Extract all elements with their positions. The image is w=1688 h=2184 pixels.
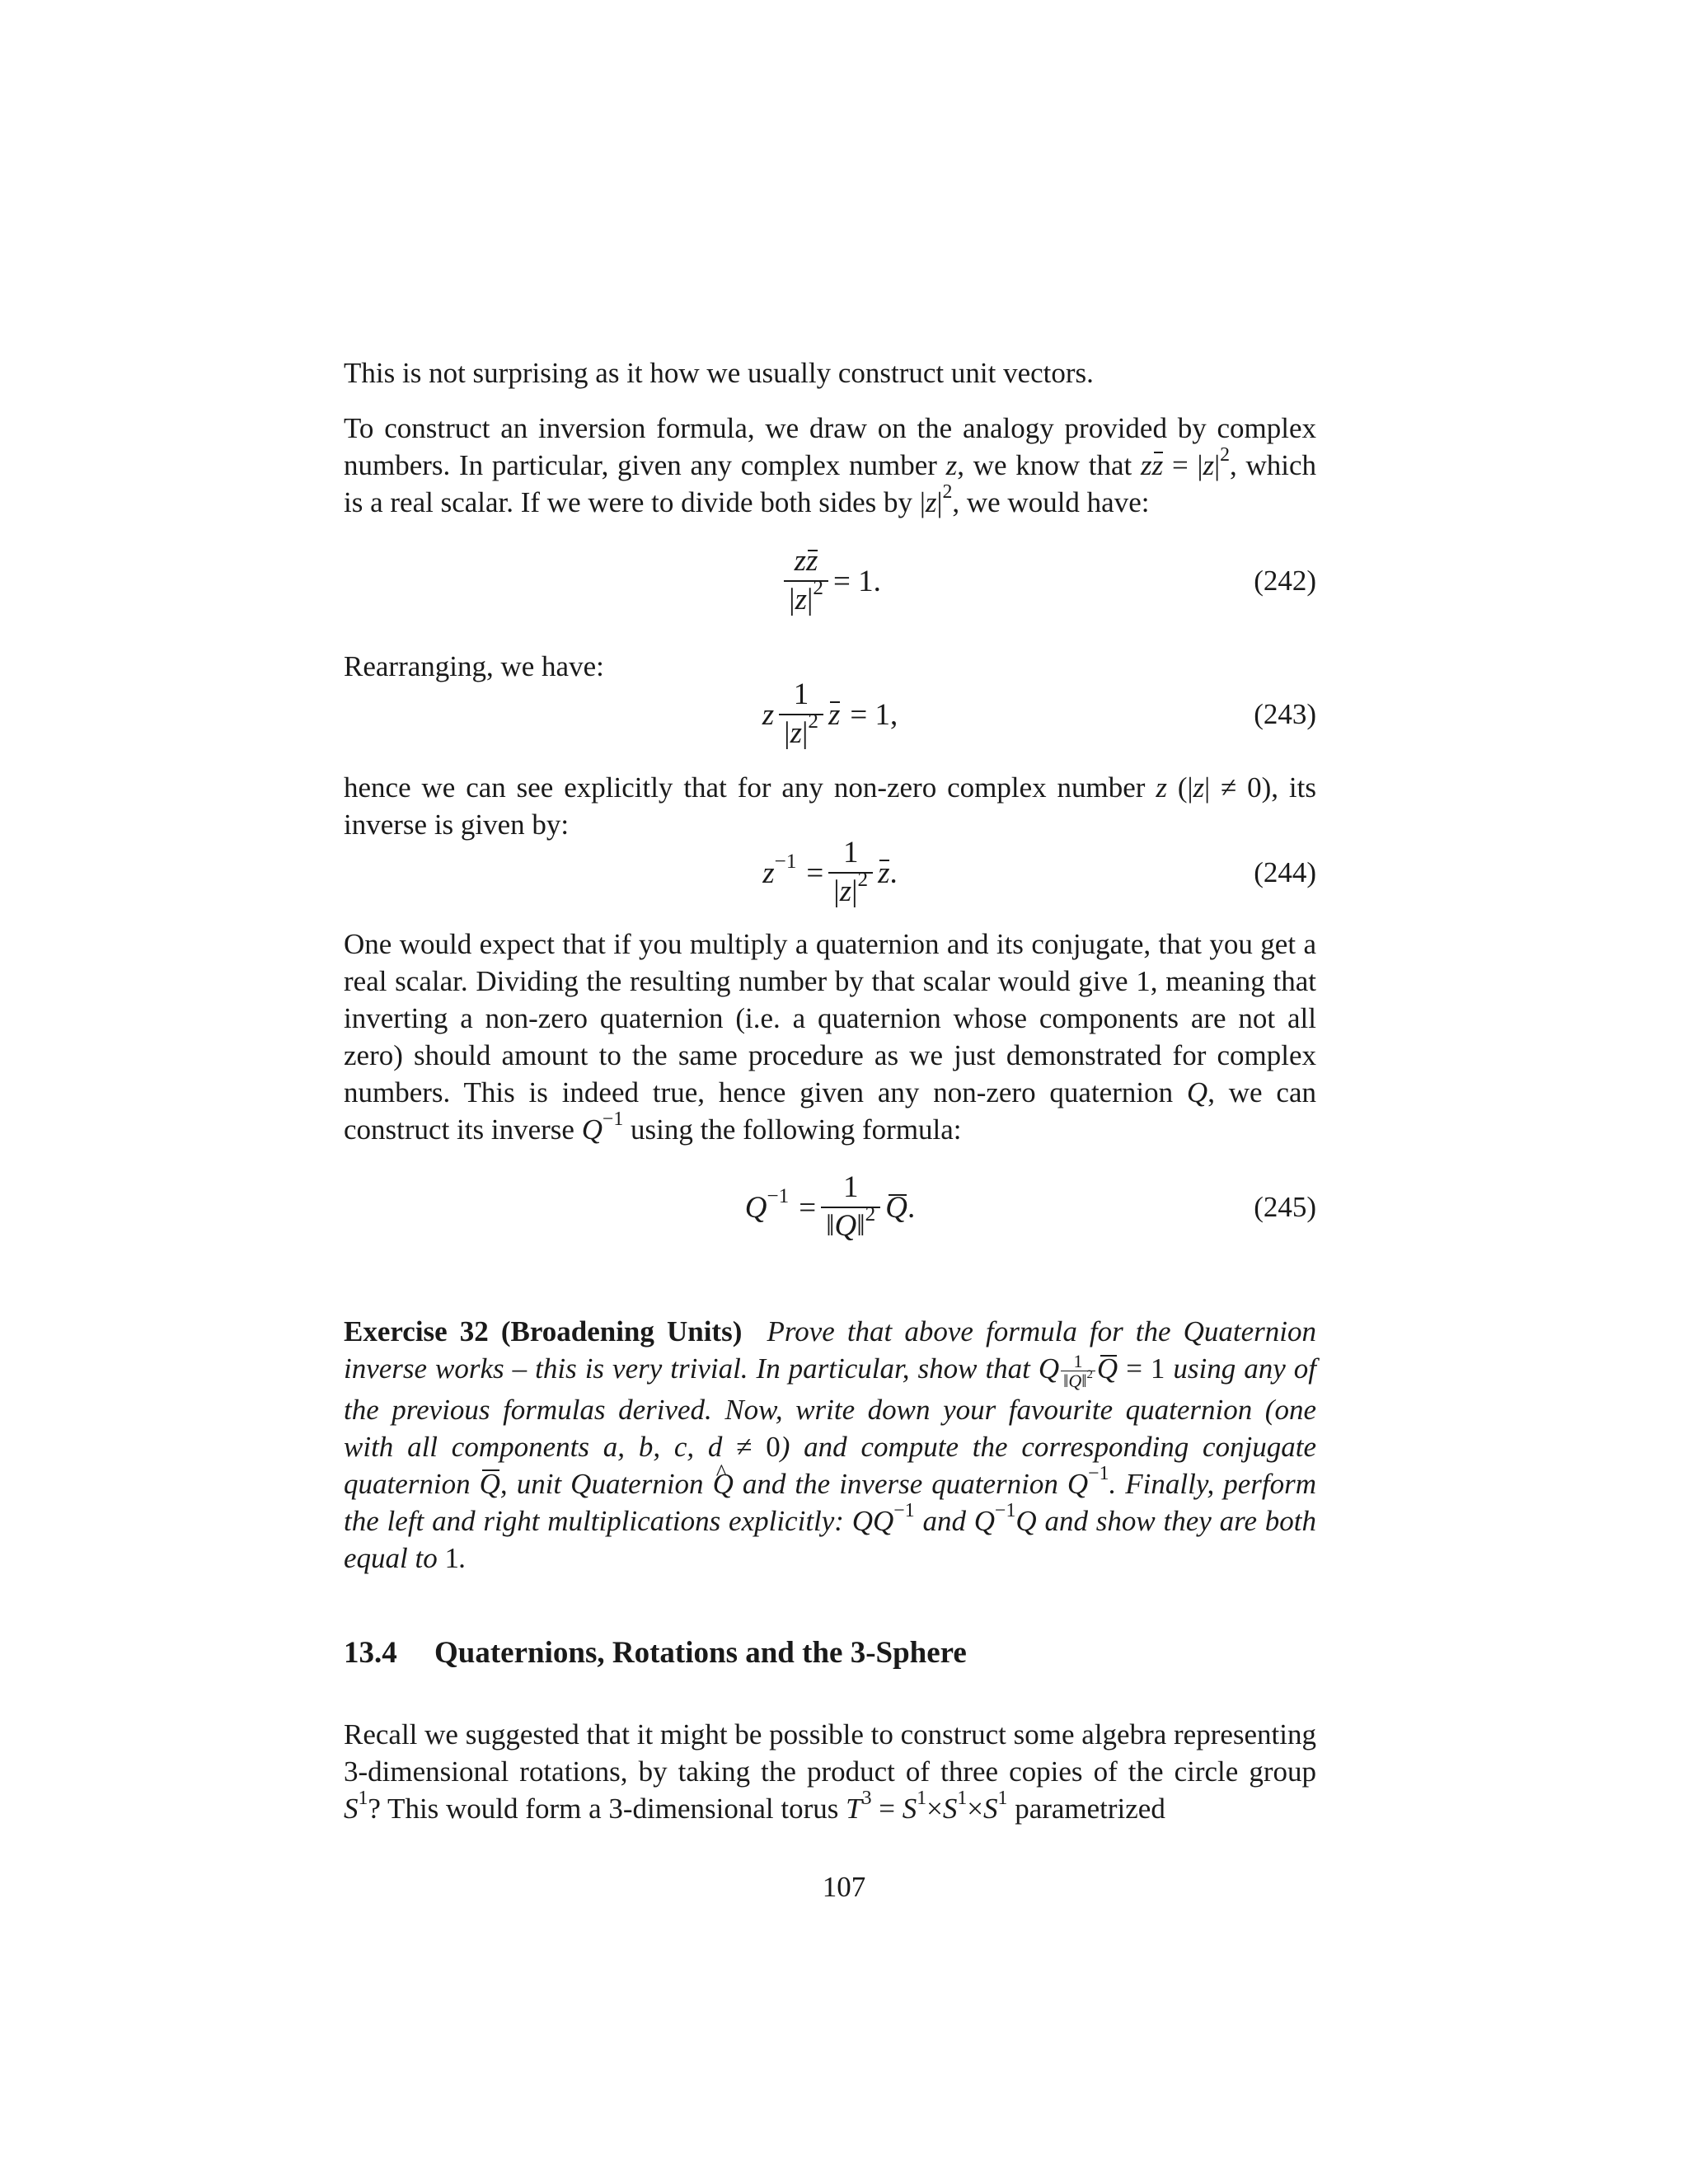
exercise-label: Exercise 32 (Broadening Units) bbox=[344, 1315, 743, 1347]
equation-243: z $\frac{1}{|z|^2}$ z = 1, (243) bbox=[762, 677, 1316, 750]
exercise-32 bbox=[344, 1313, 1316, 1577]
math-abs-z-sq: $|z|^2$ bbox=[919, 480, 953, 518]
section-number: 13.4 bbox=[344, 1636, 397, 1670]
text-run: , we would have: bbox=[952, 486, 1150, 518]
text-run: . bbox=[458, 1541, 467, 1574]
text-line: Rearranging, we have: bbox=[344, 650, 604, 682]
text-run: hence we can see explicitly that for any non-zero complex number bbox=[344, 771, 1156, 804]
fraction: $\frac{1}{|z|^2}$ bbox=[779, 678, 823, 750]
paragraph-inversion-analogy bbox=[344, 410, 1316, 521]
text-run: ? This would form a 3-dimensional torus bbox=[368, 1793, 846, 1825]
math-Q-inverse: $Q^{-1}$ bbox=[1067, 1462, 1109, 1500]
math-unit-check: Q $\frac{1}{‖Q‖^2}$ Q = 1 bbox=[1038, 1351, 1165, 1392]
paragraph-quaternion-inverse bbox=[344, 926, 1316, 1148]
text-run: parametrized bbox=[1007, 1793, 1165, 1825]
fraction: $\frac{1}{|z|^2}$ bbox=[828, 837, 873, 908]
equation-245: $Q^{-1}$ = $\frac{1}{‖Q‖^2}$ Q . (245) bbox=[744, 1170, 1316, 1243]
equation-number: (245) bbox=[1254, 1191, 1316, 1223]
text-run: , we can construct its inverse bbox=[344, 1076, 1316, 1146]
text-run: , which is a real scalar. If we were to divide both sides by bbox=[344, 449, 1317, 518]
text-run: To construct an inversion formula, we draw on the analogy provided by complex numbers. In particular, given any complex number bbox=[344, 412, 1316, 481]
section-title: Quaternions, Rotations and the 3-Sphere bbox=[434, 1636, 967, 1670]
text-run: using the following formula: bbox=[623, 1113, 962, 1146]
text-run: , we know that bbox=[957, 449, 1141, 481]
equation-number: (242) bbox=[1254, 565, 1316, 597]
text-line: This is not surprising as it how we usually construct unit vectors. bbox=[344, 357, 1094, 389]
text-run: . Finally, perform the left and right multiplications explicitly: bbox=[344, 1467, 1317, 1537]
math-one: 1 bbox=[444, 1541, 459, 1574]
text-run: and bbox=[914, 1504, 974, 1537]
math-one: 1 bbox=[1136, 965, 1151, 997]
math-Q-inverse: $Q^{-1}$ bbox=[581, 1108, 624, 1146]
paragraph-unit-vectors bbox=[344, 354, 1316, 391]
text-run: One would expect that if you multiply a quaternion and its conjugate, that you get a real scalar. Dividing the resulting number by that scalar would give bbox=[344, 928, 1316, 997]
page-number: 107 bbox=[822, 1871, 866, 1903]
text-run: ), its inverse is given by: bbox=[344, 771, 1316, 841]
text-run: and show they are both equal to bbox=[344, 1504, 1317, 1574]
math-Q-bar: Q bbox=[480, 1465, 500, 1502]
math-z: z bbox=[945, 449, 958, 481]
math-z-zbar-eq: zz = $|z|^2$ bbox=[1141, 449, 1230, 481]
fraction: $\frac{zz}{|z|^2}$ bbox=[784, 545, 828, 616]
math-z-nonzero: z (|z| ≠ 0 bbox=[1156, 771, 1262, 804]
paragraph-rotations bbox=[344, 1716, 1316, 1827]
math-components: a, b, c, d ≠ 0 bbox=[603, 1430, 781, 1463]
equation-number: (243) bbox=[1254, 698, 1316, 730]
text-run: , meaning that inverting a non-zero quaternion (i.e. a quaternion whose components are not all zero) should amount to the same procedure as we just demonstrated for complex numbers. This is indeed true, hence given any non-zero quaternion bbox=[344, 965, 1316, 1108]
equation-242: $\frac{zz}{|z|^2}$ = 1. (242) bbox=[344, 536, 1316, 626]
section-heading bbox=[344, 1634, 1316, 1671]
text-run: ) and compute the corresponding conjugate quaternion bbox=[344, 1430, 1316, 1500]
math-QQinv: $QQ^{-1}$ bbox=[851, 1499, 915, 1537]
math-QinvQ: $Q^{-1}Q$ bbox=[973, 1499, 1037, 1537]
text-run: Recall we suggested that it might be possible to construct some algebra representing 3-dimensional rotations, by taking the product of three copies of the circle group bbox=[344, 1718, 1316, 1788]
fraction: $\frac{1}{‖Q‖^2}$ bbox=[821, 1171, 880, 1243]
text-run: , unit Quaternion bbox=[499, 1467, 713, 1500]
text-run: using any of the previous formulas derived. Now, write down your favourite quaternion (one with all components bbox=[344, 1352, 1317, 1463]
equation-number: (244) bbox=[1254, 856, 1316, 888]
text-run: Prove that above formula for the Quaternion inverse works – this is very trivial. In particular, show that bbox=[344, 1315, 1317, 1385]
math-Q: Q bbox=[1186, 1076, 1208, 1108]
equation-244: $z^{-1}$ = $\frac{1}{|z|^2}$ z . (244) bbox=[762, 836, 1316, 908]
text-run: and the inverse quaternion bbox=[733, 1467, 1067, 1500]
math-torus: $T^3 = S^1\times S^1\times S^1$ bbox=[846, 1787, 1008, 1825]
math-S1: $S^1$ bbox=[344, 1787, 368, 1825]
math-Q-hat: ^ Q bbox=[713, 1465, 734, 1502]
